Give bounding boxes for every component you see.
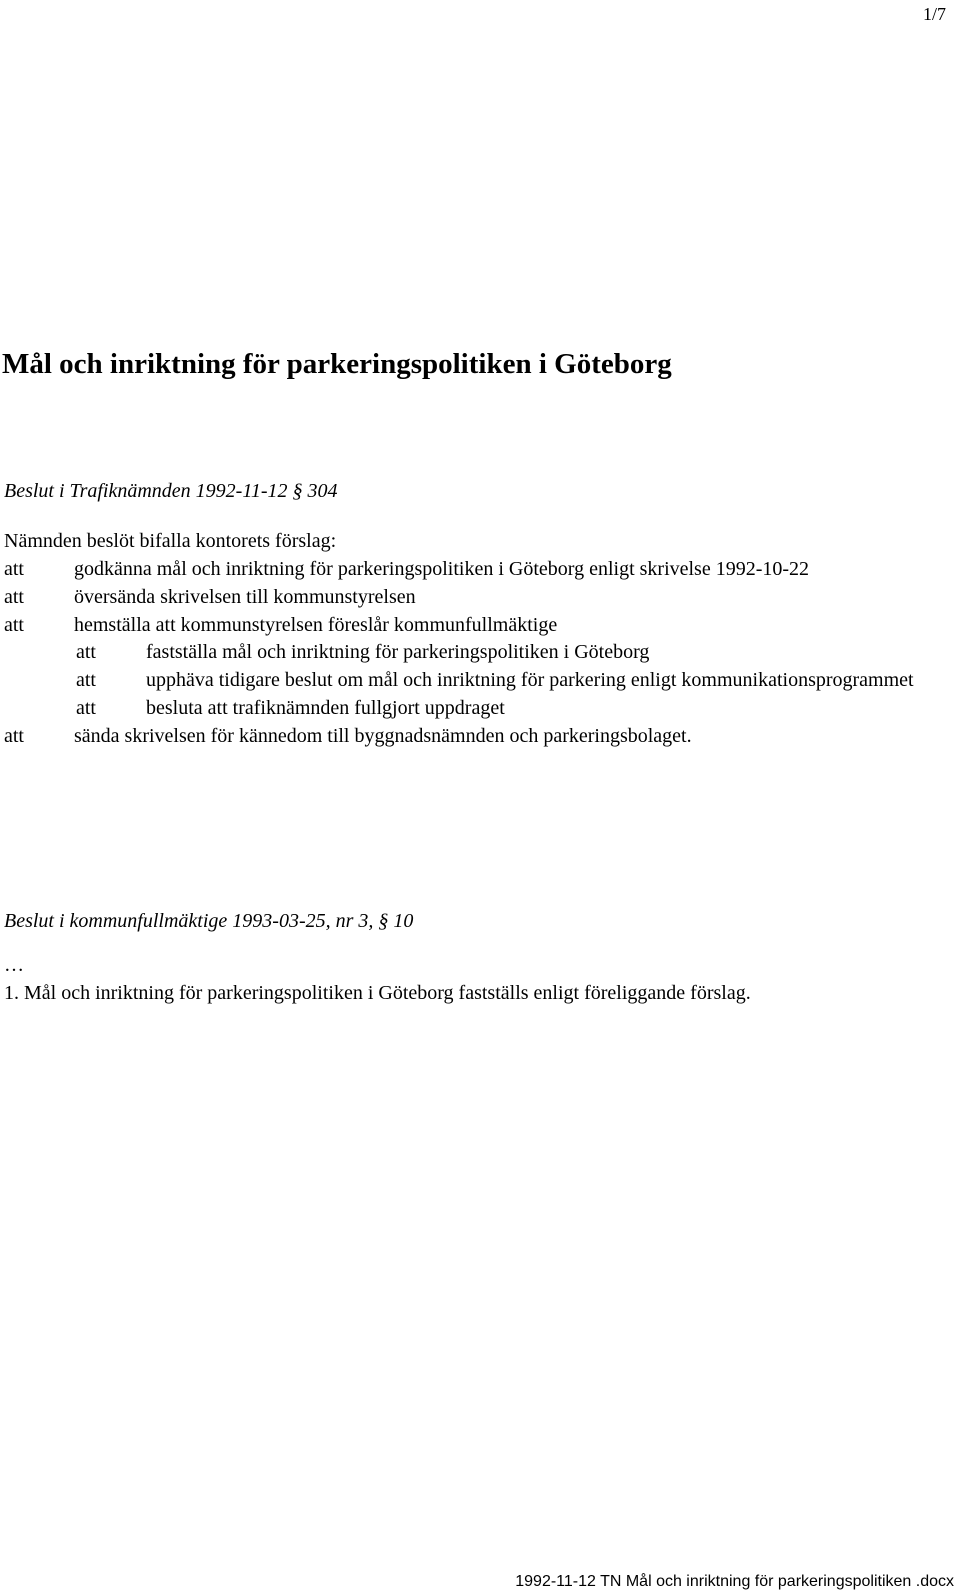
item-text: godkänna mål och inriktning för parkeringspolitiken i Göteborg enligt skrivelse 1992-10-22	[74, 558, 810, 580]
sub-list-item	[4, 695, 954, 723]
footer-filename: 1992-11-12 TN Mål och inriktning för parkeringspolitiken .docx	[515, 1573, 954, 1590]
document-title: Mål och inriktning för parkeringspolitiken i Göteborg	[2, 348, 672, 380]
list-item	[4, 612, 954, 640]
item-label: att	[76, 669, 96, 692]
decision-list	[4, 556, 954, 751]
item-text: sända skrivelsen för kännedom till byggnadsnämnden och parkeringsbolaget.	[74, 724, 692, 747]
list-item	[4, 556, 954, 584]
sub-list-item	[4, 667, 954, 695]
list-item	[4, 723, 954, 751]
item-label: att	[4, 724, 24, 747]
item-text: hemställa att kommunstyrelsen föreslår kommunfullmäktige	[74, 613, 558, 636]
item-label: att	[76, 641, 96, 664]
intro-text: Nämnden beslöt bifalla kontorets förslag:	[4, 530, 337, 552]
page-number: 1/7	[922, 4, 946, 24]
item-label: att	[76, 696, 96, 719]
decision-heading-kommunfullmaktige: Beslut i kommunfullmäktige 1993-03-25, nr 3, § 10	[4, 910, 414, 932]
ellipsis: …	[4, 954, 24, 976]
item-label: att	[4, 558, 24, 580]
item-label: att	[4, 613, 24, 636]
final-decision-text: 1. Mål och inriktning för parkeringspolitiken i Göteborg fastställs enligt föreliggande förslag.	[4, 982, 751, 1004]
item-label: att	[4, 585, 24, 608]
list-item	[4, 584, 954, 612]
item-text: besluta att trafiknämnden fullgjort uppdraget	[146, 696, 505, 719]
item-text: fastställa mål och inriktning för parkeringspolitiken i Göteborg	[146, 641, 650, 664]
item-text: översända skrivelsen till kommunstyrelsen	[74, 585, 416, 608]
sub-list-item	[4, 639, 954, 667]
item-text: upphäva tidigare beslut om mål och inriktning för parkering enligt kommunikationsprogrammet	[146, 669, 914, 692]
decision-heading-trafiknamnden: Beslut i Trafiknämnden 1992-11-12 § 304	[4, 480, 338, 502]
